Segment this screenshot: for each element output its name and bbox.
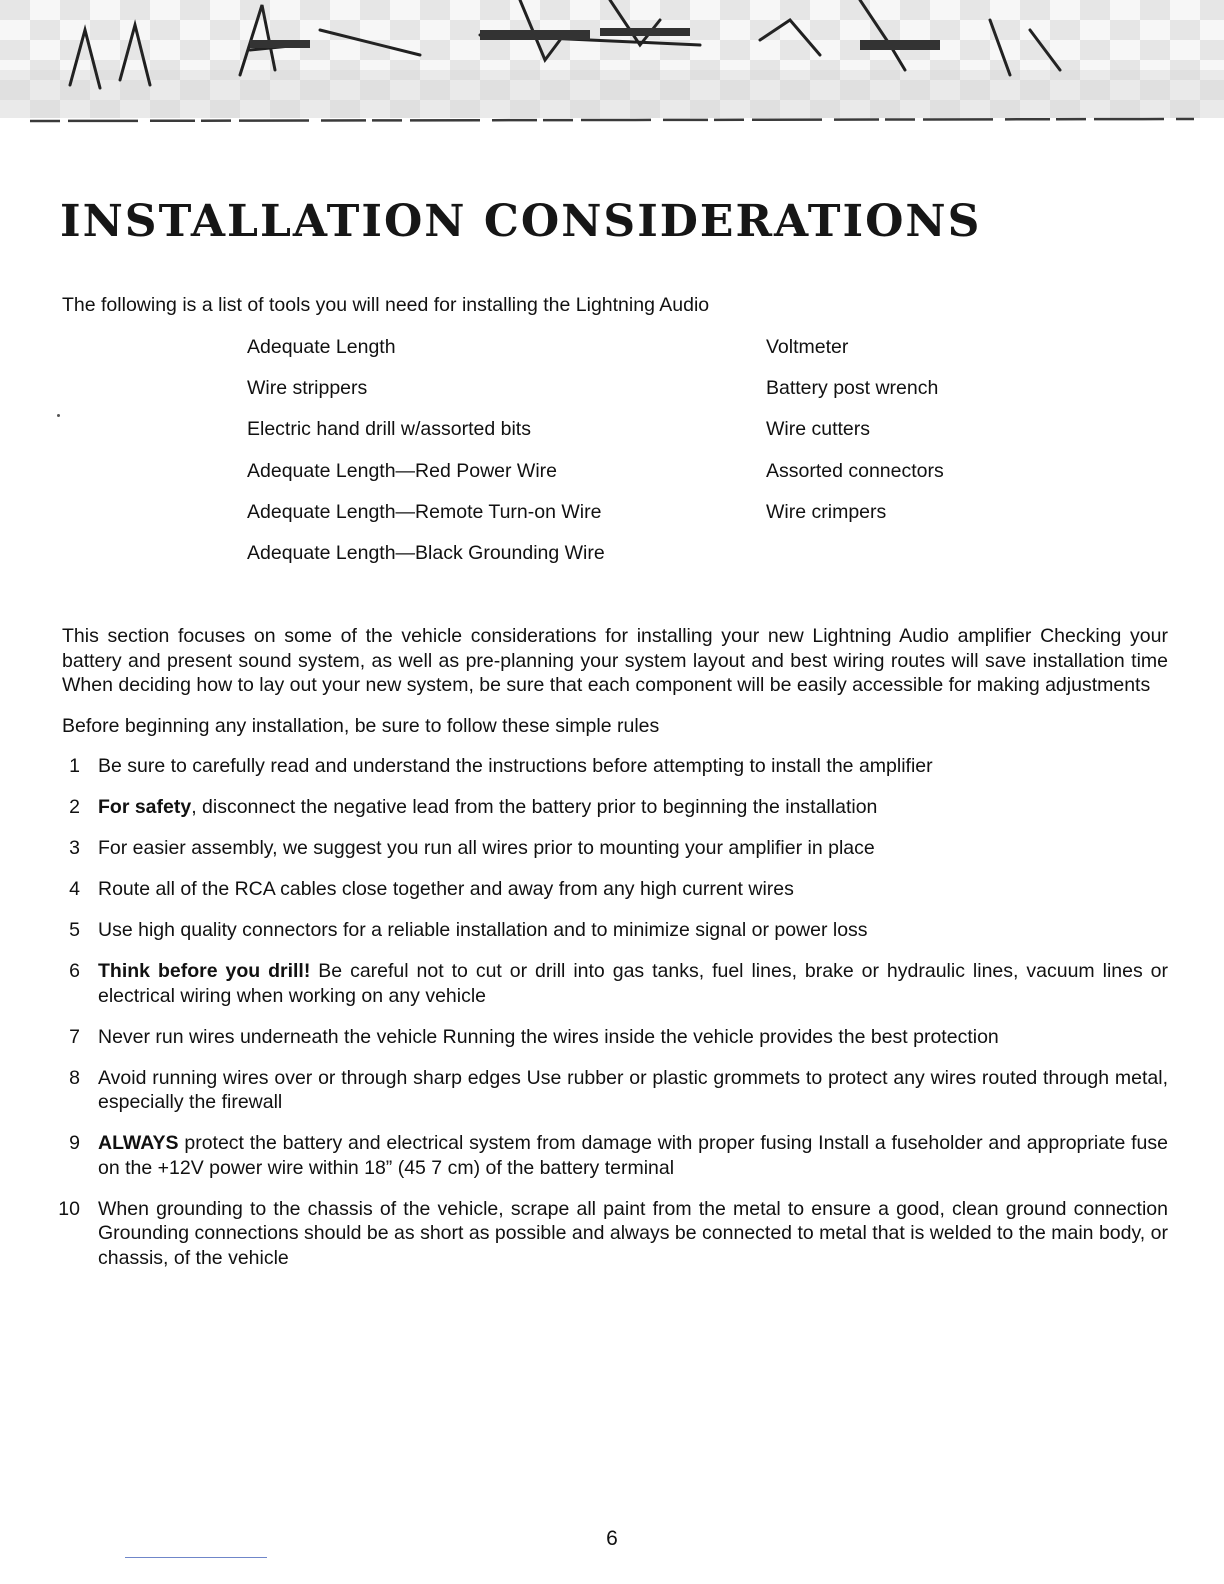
rule-text-block xyxy=(98,754,1168,779)
page-title: INSTALLATION CONSIDERATIONS xyxy=(60,196,982,247)
tool-item: Wire crimpers xyxy=(766,500,887,523)
tool-item: Adequate Length—Remote Turn-on Wire xyxy=(247,500,602,523)
rule-text-block xyxy=(98,877,1168,902)
rule-text: protect the battery and electrical system from damage with proper fusing Install a fuseholder and appropriate fuse on the +12V power wire within 18” (45 7 cm) of the battery terminal xyxy=(98,1132,1168,1179)
tool-item: Adequate Length—Red Power Wire xyxy=(247,459,558,482)
rule-text: For easier assembly, we suggest you run all wires prior to mounting your amplifier in place xyxy=(98,837,875,859)
rules-intro: Before beginning any installation, be sure to follow these simple rules xyxy=(62,714,660,737)
rule-text-block xyxy=(98,1066,1168,1115)
section-paragraph: This section focuses on some of the vehicle considerations for installing your new Lightning Audio amplifier Checking your battery and present sound system, as well as pre-planning your system layout and best wiring routes will save installation time When deciding how to lay out your new system, be sure that each component will be easily accessible for making adjustments xyxy=(62,625,1168,696)
rule-item xyxy=(62,1025,1168,1050)
tool-item: Adequate Length xyxy=(247,336,396,358)
rule-item xyxy=(58,1197,1168,1271)
tool-item: Assorted connectors xyxy=(766,459,944,482)
rule-text: When grounding to the chassis of the vehicle, scrape all paint from the metal to ensure a good, clean ground connection Grounding connections should be as short as possible and always be connected to metal that is welded to the main body, or chassis, of the vehicle xyxy=(98,1197,1168,1269)
tool-item: Adequate Length—Black Grounding Wire xyxy=(247,541,605,564)
rule-number: 6 xyxy=(69,960,80,982)
rule-text: Never run wires underneath the vehicle Running the wires inside the vehicle provides the best protection xyxy=(98,1025,999,1048)
rule-number: 9 xyxy=(69,1132,80,1154)
rule-emphasis: Think before you drill! xyxy=(98,960,311,982)
header-banner-image xyxy=(0,0,1224,130)
tool-item: Voltmeter xyxy=(766,336,849,358)
rule-emphasis: For safety xyxy=(98,796,192,818)
footer-rule xyxy=(125,1557,267,1558)
rule-item xyxy=(62,918,1168,943)
rule-number: 3 xyxy=(69,837,80,859)
tools-left-column xyxy=(247,335,605,582)
rule-item xyxy=(62,959,1168,1008)
rule-text-block xyxy=(98,1025,1168,1050)
rule-text-block xyxy=(98,1131,1168,1180)
rule-text: Avoid running wires over or through sharp edges Use rubber or plastic grommets to protect any wires routed through metal, especially the firewall xyxy=(98,1066,1168,1113)
rule-text: , disconnect the negative lead from the battery prior to beginning the installation xyxy=(191,796,878,818)
rule-number: 4 xyxy=(69,878,80,900)
tool-item: Wire strippers xyxy=(247,377,368,400)
rule-number: 1 xyxy=(69,755,80,777)
rule-text: Use high quality connectors for a reliable installation and to minimize signal or power loss xyxy=(98,919,868,941)
rule-item xyxy=(62,754,1168,779)
tool-item: Wire cutters xyxy=(766,418,871,441)
rule-item xyxy=(62,877,1168,902)
rule-emphasis: ALWAYS xyxy=(98,1132,179,1154)
rule-number: 8 xyxy=(69,1066,80,1089)
rule-text-block xyxy=(98,795,1168,820)
page-number: 6 xyxy=(606,1527,618,1550)
rules-list xyxy=(58,754,1168,1270)
tools-right-column xyxy=(766,335,944,541)
rule-item xyxy=(62,795,1168,820)
rule-number: 2 xyxy=(69,796,80,818)
rule-text: Be careful not to cut or drill into gas tanks, fuel lines, brake or hydraulic lines, vacuum lines or electrical wiring when working on any vehicle xyxy=(98,960,1168,1007)
tools-intro: The following is a list of tools you will need for installing the Lightning Audio xyxy=(62,294,710,316)
rule-text: Be sure to carefully read and understand the instructions before attempting to install the amplifier xyxy=(98,755,933,777)
rule-item xyxy=(62,1066,1168,1115)
rule-text: Route all of the RCA cables close together and away from any high current wires xyxy=(98,878,794,900)
rule-number: 5 xyxy=(69,919,80,941)
rule-text-block xyxy=(98,836,1168,861)
considerations-section xyxy=(58,624,1168,1287)
tool-item: Battery post wrench xyxy=(766,377,939,400)
rule-text-block xyxy=(98,1197,1168,1271)
rule-text-block xyxy=(98,959,1168,1008)
rule-number: 7 xyxy=(69,1025,80,1048)
rule-text-block xyxy=(98,918,1168,943)
rule-number: 10 xyxy=(58,1197,80,1220)
rule-item xyxy=(62,1131,1168,1180)
tool-item: Electric hand drill w/assorted bits xyxy=(247,418,531,441)
rule-item xyxy=(62,836,1168,861)
stray-mark xyxy=(57,414,60,417)
